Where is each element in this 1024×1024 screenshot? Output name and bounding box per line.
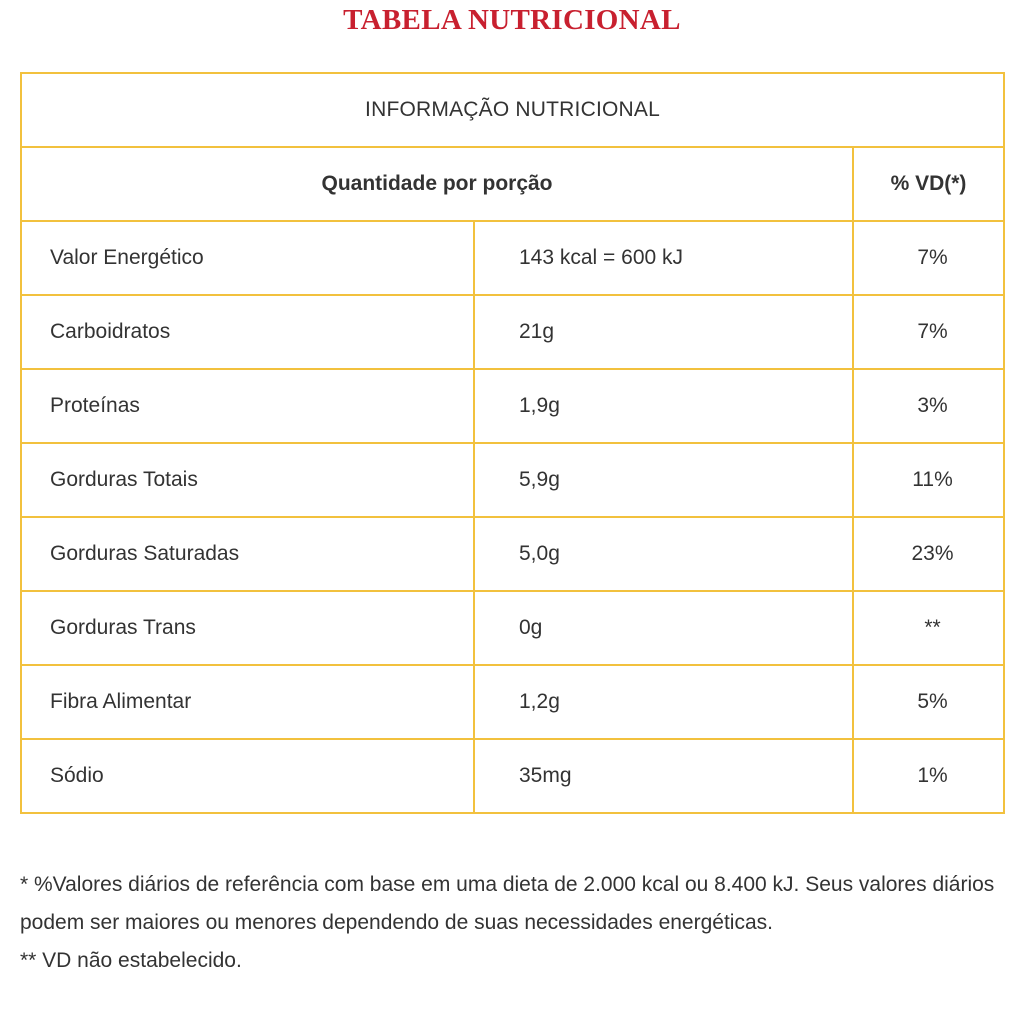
table-row	[21, 739, 1004, 813]
table-header-row	[21, 147, 1004, 221]
header-quantity: Quantidade por porção	[21, 147, 853, 221]
nutrient-vd: 3%	[853, 369, 1004, 443]
nutrient-vd: 5%	[853, 665, 1004, 739]
nutrient-name: Valor Energético	[21, 221, 474, 295]
table-row	[21, 221, 1004, 295]
nutrient-amount: 35mg	[474, 739, 853, 813]
table-row	[21, 295, 1004, 369]
nutrient-vd: 7%	[853, 221, 1004, 295]
nutrient-vd: 23%	[853, 517, 1004, 591]
nutrient-amount: 5,9g	[474, 443, 853, 517]
nutrient-name: Carboidratos	[21, 295, 474, 369]
table-row	[21, 443, 1004, 517]
nutrient-name: Sódio	[21, 739, 474, 813]
footnote-vd-not-established: ** VD não estabelecido.	[20, 949, 242, 972]
nutrient-vd: 1%	[853, 739, 1004, 813]
nutrient-vd: 7%	[853, 295, 1004, 369]
nutrient-name: Gorduras Saturadas	[21, 517, 474, 591]
nutrient-amount: 21g	[474, 295, 853, 369]
table-caption: INFORMAÇÃO NUTRICIONAL	[21, 73, 1004, 147]
nutrient-amount: 5,0g	[474, 517, 853, 591]
table-row	[21, 517, 1004, 591]
table-row	[21, 591, 1004, 665]
page-title: TABELA NUTRICIONAL	[343, 4, 681, 36]
nutrition-table	[20, 72, 1005, 814]
nutrient-amount: 0g	[474, 591, 853, 665]
nutrient-amount: 1,2g	[474, 665, 853, 739]
nutrient-amount: 143 kcal = 600 kJ	[474, 221, 853, 295]
header-vd: % VD(*)	[853, 147, 1004, 221]
nutrient-name: Fibra Alimentar	[21, 665, 474, 739]
nutrient-name: Gorduras Trans	[21, 591, 474, 665]
table-row	[21, 665, 1004, 739]
nutrient-name: Gorduras Totais	[21, 443, 474, 517]
table-caption-row	[21, 73, 1004, 147]
nutrient-name: Proteínas	[21, 369, 474, 443]
table-row	[21, 369, 1004, 443]
nutrient-amount: 1,9g	[474, 369, 853, 443]
footnote-reference-values: * %Valores diários de referência com base em uma dieta de 2.000 kcal ou 8.400 kJ. Seus valores diários podem ser maiores ou menores dependendo de suas necessidades energéticas.	[20, 873, 995, 934]
nutrient-vd: **	[853, 591, 1004, 665]
nutrient-vd: 11%	[853, 443, 1004, 517]
footnotes	[20, 866, 1010, 980]
